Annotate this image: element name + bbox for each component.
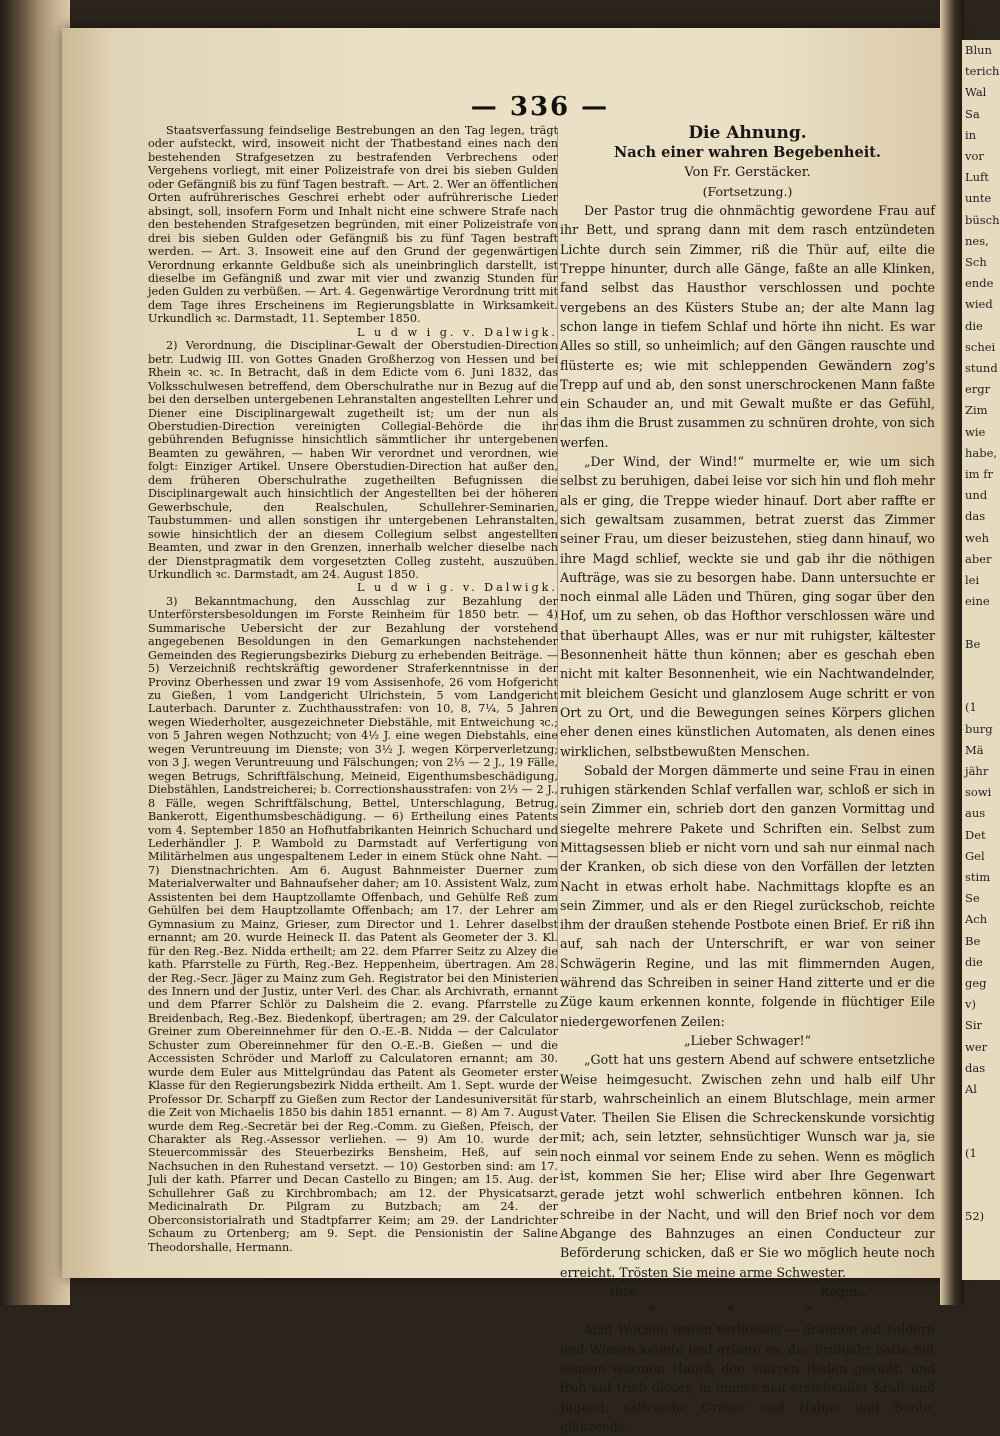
signature: L u d w i g. v. Dalwigk. bbox=[357, 325, 558, 339]
next-page-text-fragment: 52) bbox=[965, 1209, 985, 1224]
left-paragraph: Staatsverfassung feindselige Bestrebungen an den Tag legen, trägt oder aufsteckt, wird, insoweit nicht der Thatbestand eines nach den bestehenden Strafgesetzen zu bestrafenden Verbrechens oder Vergehens vorliegt, mit einer Polizeistrafe von drei bis sieben Gulden oder Gefängniß bis zu fünf Tagen bestraft. — Art. 2. Wer an öffentlichen Orten aufrührerisches Geschrei erhebt oder aufrührerische Lieder absingt, soll, insofern Form und Inhalt nicht eine schwere Strafe nach den bestehenden Strafgesetzen begründen, mit einer Polizeistrafe von drei bis sieben Gulden oder Gefängniß bis zu fünf Tagen bestraft werden. — Art. 3. Insoweit eine auf den Grund der gegenwärtigen Verordnung erkannte Geldbuße sich als uneinbringlich darstellt, ist dieselbe im Gefängniß und zwar mit vier und zwanzig Stunden für jeden Gulden zu verbüßen. — Art. 4. Gegenwärtige Verordnung tritt mit dem Tage ihres Erscheinens im Regierungsblatte in Wirksamkeit. Urkundlich ꝛc. Darmstadt, 11. September 1850. bbox=[148, 124, 558, 326]
next-page-text-fragment: büsch bbox=[965, 212, 1000, 227]
next-page-text-fragment: schei bbox=[965, 339, 996, 354]
next-page-text-fragment: eine bbox=[965, 594, 990, 609]
story-continuation: (Fortsetzung.) bbox=[702, 183, 793, 199]
next-page-text-fragment: jähr bbox=[965, 763, 989, 778]
next-page-text-fragment: aus bbox=[965, 806, 986, 821]
letter-body: „Gott hat uns gestern Abend auf schwere entsetzliche Weise heimgesucht. Zwischen zehn und halb eilf Uhr starb, wahrscheinlich an einem Blutschlage, mein armer Vater. Theilen Sie Elisen die Schreckenskunde vorsichtig mit; ach, sein letzter, sehnsüchtiger Wunsch war ja, sie noch einmal vor seinem Ende zu sehen. Wenn es möglich ist, kommen Sie her; Elise wird aber Ihre Gegenwart gerade jetzt wohl schwerlich entbehren können. Ich schreibe in der Nacht, und will den Brief noch vor dem Abgange des Bahnzuges an einen Conducteur zur Beförderung schicken, daß er Sie wo möglich heute noch erreicht. Trösten Sie meine arme Schwester. bbox=[560, 1052, 935, 1280]
next-page-text-fragment: Wal bbox=[965, 85, 987, 100]
story-paragraph: Der Pastor trug die ohnmächtig gewordene Frau auf ihr Bett, und sprang dann mit dem rasch entzündeten Lichte durch sein Zimmer, riß die Thür auf, eilte die Treppe hinunter, durch alle Gänge, faßte an alle Klinken, fand selbst das Hausthor verschlossen und pochte vergebens an des Küsters Stube an; der alte Mann lag schon lange in tiefem Schlaf und hörte ihn nicht. Es war Alles so still, so unheimlich; auf den Gängen rauschte und flüsterte es; wie mit schleppenden Gewändern zog's Trepp auf und ab, den sonst unerschrockenen Mann faßte ein Schauder an, und mit Gewalt mußte er das Gefühl, das ihm die Brust zusammen zu schnüren drohte, von sich werfen. bbox=[560, 203, 935, 450]
next-page-text-fragment: Sir bbox=[965, 1018, 983, 1033]
next-page-text-fragment: das bbox=[965, 1060, 986, 1075]
next-page-text-fragment: das bbox=[965, 509, 986, 524]
next-page-text-fragment: weh bbox=[965, 530, 990, 545]
next-page-text-fragment: wied bbox=[965, 297, 993, 312]
next-page-text-fragment: nes, bbox=[965, 233, 989, 248]
next-page-text-fragment: wie bbox=[965, 424, 986, 439]
next-page-text-fragment: im fr bbox=[965, 467, 993, 482]
next-page-text-fragment: lei bbox=[965, 573, 980, 588]
next-page-text-fragment: in bbox=[965, 127, 977, 142]
next-page-text-fragment: Be bbox=[965, 933, 981, 948]
next-page-text-fragment: stund bbox=[965, 361, 998, 376]
story-paragraph: Acht Wochen waren verflossen — draußen auf Feldern und Wiesen keimte und grünte es, das Frühjahr hatte mit seinem warmen Hauch den starren Boden geküßt, und froh auf trieb dieser, in immer neu erstehender Kraft und Jugend, saftreiche Gräser und Halme und bunte, glänzende bbox=[560, 1322, 935, 1434]
next-page-text-fragment bbox=[962, 655, 1000, 676]
next-page-text-fragment: terich bbox=[965, 64, 1000, 79]
letter-closing bbox=[560, 1282, 935, 1301]
next-page-text-fragment: die bbox=[965, 954, 983, 969]
next-page-text-fragment: Luft bbox=[965, 170, 989, 185]
next-page-text-fragment: ergr bbox=[965, 382, 991, 397]
next-page-text-fragment bbox=[962, 1121, 1000, 1142]
next-page-text-fragment: Sa bbox=[965, 106, 980, 121]
story-author: Von Fr. Gerstäcker. bbox=[684, 164, 811, 180]
next-page-text-fragment: burg bbox=[965, 721, 993, 736]
next-page-text-fragment: geg bbox=[965, 975, 987, 990]
next-page-text-fragment bbox=[962, 612, 1000, 633]
next-page-text-fragment: Ach bbox=[965, 912, 988, 927]
next-page-text-fragment: (1 bbox=[965, 1145, 977, 1160]
next-page-text-fragment: stim bbox=[965, 869, 991, 884]
story-subtitle: Nach einer wahren Begebenheit. bbox=[614, 144, 881, 162]
next-page-text-fragment: unte bbox=[965, 191, 992, 206]
next-page-text-fragment: vor bbox=[965, 149, 984, 164]
next-page-text-fragment: ende bbox=[965, 276, 994, 291]
next-page-text-fragment bbox=[962, 1185, 1000, 1206]
page-number: — 336 — bbox=[470, 92, 610, 122]
next-page-text-fragment: Zim bbox=[965, 403, 988, 418]
next-page-text-fragment: Mä bbox=[965, 742, 984, 757]
next-page-text-fragment: (1 bbox=[965, 700, 977, 715]
left-paragraph: 2) Verordnung, die Disciplinar-Gewalt der Oberstudien-Direction betr. Ludwig III. von Gottes Gnaden Großherzog von Hessen und bei Rhein ꝛc. ꝛc. In Betracht, daß in dem Edicte vom 6. Juni 1832, das Volksschulwesen betreffend, dem Oberschulrathe nur in Bezug auf die bei den derselben untergebenen Lehranstalten angestellten Lehrer und Diener eine Disciplinargewalt zugetheilt ist; um der nun als Oberstudien-Direction vereinigten Collegial-Behörde die ihr gebührenden Befugnisse hinsichtlich sämmtlicher ihr untergebenen Beamten zu gewähren, — haben Wir verordnet und verordnen, wie folgt: Einziger Artikel. Unsere Oberstudien-Direction hat außer den, dem früheren Oberschulrathe zugetheilten Befugnissen die Disciplinargewalt auch hinsichtlich der Angestellten bei der höheren Gewerbschule, den Realschulen, Schullehrer-Seminarien, Taubstummen- und allen sonstigen ihr untergebenen Lehranstalten, sowie hinsichtlich der an diesem Collegium selbst angestellten Beamten, und zwar in den Grenzen, innerhalb welcher dieselbe nach der Dienstpragmatik dem vorgesetzten Colleg zusteht, auszuüben. Urkundlich ꝛc. Darmstadt, am 24. August 1850. bbox=[148, 339, 558, 581]
book-gutter bbox=[940, 0, 964, 1305]
section-asterisms: * * * bbox=[649, 1303, 846, 1319]
next-page-text-fragment: wer bbox=[965, 1039, 988, 1054]
next-page-text-fragment: und bbox=[965, 488, 988, 503]
next-page-text-fragment bbox=[962, 1100, 1000, 1121]
next-page-text-fragment bbox=[962, 1164, 1000, 1185]
left-column bbox=[148, 124, 558, 1254]
next-page-text-fragment: die bbox=[965, 318, 983, 333]
next-page-text-fragment: Blun bbox=[965, 43, 992, 57]
next-page-text-fragment: Al bbox=[965, 1081, 977, 1096]
next-page-text-fragment: Be bbox=[965, 636, 981, 651]
next-page-text-fragment: aber bbox=[965, 551, 992, 566]
next-page-text-fragment bbox=[962, 676, 1000, 697]
next-page-text-fragment: Sch bbox=[965, 255, 987, 270]
story-title: Die Ahnung. bbox=[688, 123, 807, 143]
next-page-fragment bbox=[962, 40, 1000, 1280]
letter-salutation: „Lieber Schwager!“ bbox=[683, 1032, 812, 1048]
next-page-text-fragment: v) bbox=[965, 997, 976, 1012]
next-page-text-fragment: Se bbox=[965, 891, 980, 906]
next-page-text-fragment: Gel bbox=[965, 848, 985, 863]
story-paragraph: Sobald der Morgen dämmerte und seine Frau in einen ruhigen stärkenden Schlaf verfallen war, schloß er sich in sein Zimmer ein, schrieb dort den ganzen Vormittag und siegelte mehrere Pakete und Schriften ein. Selbst zum Mittagsessen blieb er nicht vorn und sah nur einmal nach der Kranken, ob sich diese von den Vorfällen der letzten Nacht in etwas erholt habe. Nachmittags klopfte es an sein Zimmer, und als er den Riegel zurückschob, reichte ihm der draußen stehende Postbote einen Brief. Er riß ihn auf, sah nach der Unterschrift, er war von seiner Schwägerin Regine, und las mit flimmernden Augen, während das Schreiben in seiner Hand zitterte und er die Züge kaum erkennen konnte, folgende in flüchtiger Eile niedergeworfenen Zeilen: bbox=[560, 762, 935, 1029]
story-paragraph: „Der Wind, der Wind!“ murmelte er, wie um sich selbst zu beruhigen, dabei leise vor sich hin und floh mehr als er ging, die Treppe wieder hinauf. Dort aber raffte er sich gewaltsam zusammen, betrat zuerst das Zimmer seiner Frau, um dieser beizustehen, stieg dann hinauf, wo ihre Magd schlief, weckte sie und gab ihr die nöthigen Aufträge, was sie zu besorgen habe. Dann untersuchte er noch einmal alle Läden und Thüren, ging sogar über den Hof, um zu sehen, ob das Hofthor verschlossen wäre und that überhaupt Alles, was er nur mit ruhigster, kältester Besonnenheit hätte thun können; aber es geschah eben nicht mit kalter Besonnenheit, wie ein Nachtwandelnder, mit bleichem Gesicht und glanzlosem Auge schritt er von Ort zu Ort, und die Bewegungen seines Körpers glichen eher denen eines künstlichen Automaten, als denen eines wirklichen, selbstbewußten Menschen. bbox=[560, 454, 935, 759]
closing-right: Regine.“ bbox=[819, 1283, 875, 1299]
signature: L u d w i g. v. Dalwigk. bbox=[357, 581, 558, 595]
next-page-text-fragment: sowi bbox=[965, 785, 992, 800]
next-page-text-fragment: habe, bbox=[965, 445, 998, 460]
closing-left: Ihre bbox=[610, 1283, 637, 1299]
book-edge bbox=[0, 0, 70, 1305]
left-paragraph: 3) Bekanntmachung, den Ausschlag zur Bezahlung der Unterförstersbesoldungen im Forste Reinheim für 1850 betr. — 4) Summarische Uebersicht der zur Bezahlung der vorstehend angegebenen Besoldungen in den Gemarkungen nachstehender Gemeinden des Regierungsbezirks Dieburg zu erhebenden Beiträge. — 5) Verzeichniß rechtskräftig gewordener Straferkenntnisse in der Provinz Oberhessen und zwar 19 vom Assisenhofe, 26 vom Hofgericht zu Gießen, 1 vom Landgericht Ulrichstein, 5 vom Landgericht Lauterbach. Darunter z. Zuchthausstrafen: von 10, 8, 7¼, 5 Jahren wegen Wiederholter, ausgezeichneter Diebstähle, mit Entweichung ꝛc.; von 5 Jahren wegen Nothzucht; von 4½ J. eine wegen Diebstahls, eine wegen Veruntreuung im Dienste; von 3½ J. wegen Körperverletzung; von 3 J. wegen Veruntreuung und Fälschungen; von 2⅓ — 2 J., 19 Fälle, wegen Betrugs, Schriftfälschung, Meineid, Eigenthumsbeschädigung, Diebstählen, Landstreicherei; b. Correctionshausstrafen: von 2⅓ — 2 J., 8 Fälle, wegen Schriftfälschung, Bettel, Unterschlagung, Betrug, Bankerott, Eigenthumsbeschädigung. — 6) Ertheilung eines Patents vom 4. September 1850 an Hofhutfabrikanten Heinrich Schuchard und Lederhändler J. P. Wambold zu Darmstadt auf Verfertigung von Militärhelmen aus ungespaltenem Leder in einem Stück ohne Naht. — 7) Dienstnachrichten. Am 6. August Bahnmeister Duerner zum Materialverwalter und Bahnaufseher daher; am 10. Assistent Walz, zum Assistenten bei dem Hauptzollamte Offenbach, und Gehülfe Reß zum Gehülfen bei dem Hauptzollamte Offenbach; am 17. der Lehrer am Gymnasium zu Mainz, Grieser, zum Director und 1. Lehrer daselbst ernannt; am 20. wurde Heineck II. das Patent als Geometer der 3. Kl. für den Reg.-Bez. Nidda ertheilt; am 22. dem Pfarrer Seitz zu Alzey die kath. Pfarrstelle zu Fürth, Reg.-Bez. Heppenheim, übertragen. Am 28. der Reg.-Secr. Jäger zu Mainz zum Geh. Registrator bei den Ministerien des Innern und der Justiz, unter Verl. des Char. als Archivrath, ernannt und dem Pfarrer Schlör zu Dalsheim die 2. evang. Pfarrstelle zu Breidenbach, Reg.-Bez. Biedenkopf, übertragen; am 29. der Calculator Greiner zum Obereinnehmer für den O.-E.-B. Nidda — der Calculator Schuster zum Obereinnehmer für den O.-E.-B. Gießen — und die Accessisten Schröder und Marloff zu Calculatoren ernannt; am 30. wurde dem Euler aus Mittelgründau das Patent als Geometer erster Klasse für den Regierungsbezirk Nidda ertheilt. Am 1. Sept. wurde der Professor Dr. Scharpff zu Gießen zum Rector der Landesuniversität für die Zeit von Michaelis 1850 bis dahin 1851 ernannt. — 8) Am 7. August wurde dem Reg.-Secretär bei der Reg.-Comm. zu Gießen, Pfeisch, der Charakter als Reg.-Assessor verliehen. — 9) Am 10. wurde der Steuercommissär des Steuerbezirks Bensheim, Heß, auf sein Nachsuchen in den Ruhestand versetzt. — 10) Gestorben sind: am 17. Juli der kath. Pfarrer und Decan Castello zu Bingen; am 15. Aug. der Schullehrer Gaß zu Kirchbrombach; am 12. der Physicatsarzt, Medicinalrath Dr. Pilgram zu Butzbach; am 24. der Oberconsistorialrath und Stadtpfarrer Keim; am 29. der Landrichter Schaum zu Ortenberg; am 9. Sept. die Pensionistin der Saline Theodorshalle, Hermann. bbox=[148, 594, 558, 1254]
column-divider bbox=[557, 128, 558, 983]
next-page-text-fragment: Det bbox=[965, 827, 986, 842]
right-column bbox=[560, 124, 935, 1436]
